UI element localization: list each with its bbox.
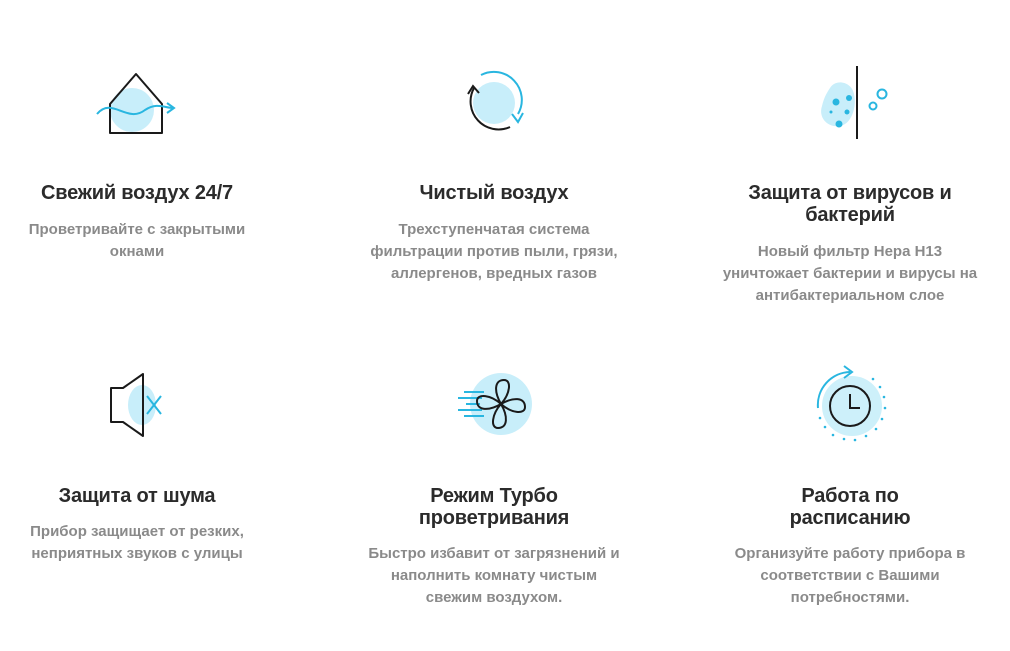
feature-title: Чистый воздух: [419, 182, 569, 204]
turbo-fan-icon: [444, 362, 544, 452]
speaker-mute-icon: [87, 362, 187, 452]
feature-description: Организуйте работу прибора в соответствии с Вашими потребностями.: [734, 545, 966, 606]
feature-title: Свежий воздух 24/7: [41, 182, 233, 204]
feature-description: Прибор защищает от резких, неприятных звуков с улицы: [30, 523, 244, 562]
feature-noise-protection: [0, 0, 287, 651]
schedule-clock-icon: [800, 362, 900, 452]
feature-description: Новый фильтр Hepa H13 уничтожает бактерии и вирусы на антибактериальном слое: [722, 243, 978, 304]
feature-description: Быстро избавит от загрязнений и наполнить комнату чистым свежим воздухом.: [368, 545, 620, 606]
feature-title: Работа по расписанию: [789, 485, 911, 529]
feature-title: Защита от вирусов и бактерий: [748, 182, 952, 226]
feature-title: Режим Турбо проветривания: [418, 485, 570, 529]
feature-description: Проветривайте с закрытыми окнами: [28, 221, 246, 260]
feature-description: Трехступенчатая система фильтрации против пыли, грязи, аллергенов, вредных газов: [370, 221, 618, 282]
feature-schedule: [700, 0, 1000, 651]
feature-title: Защита от шума: [58, 485, 216, 507]
feature-turbo-mode: [344, 0, 644, 651]
